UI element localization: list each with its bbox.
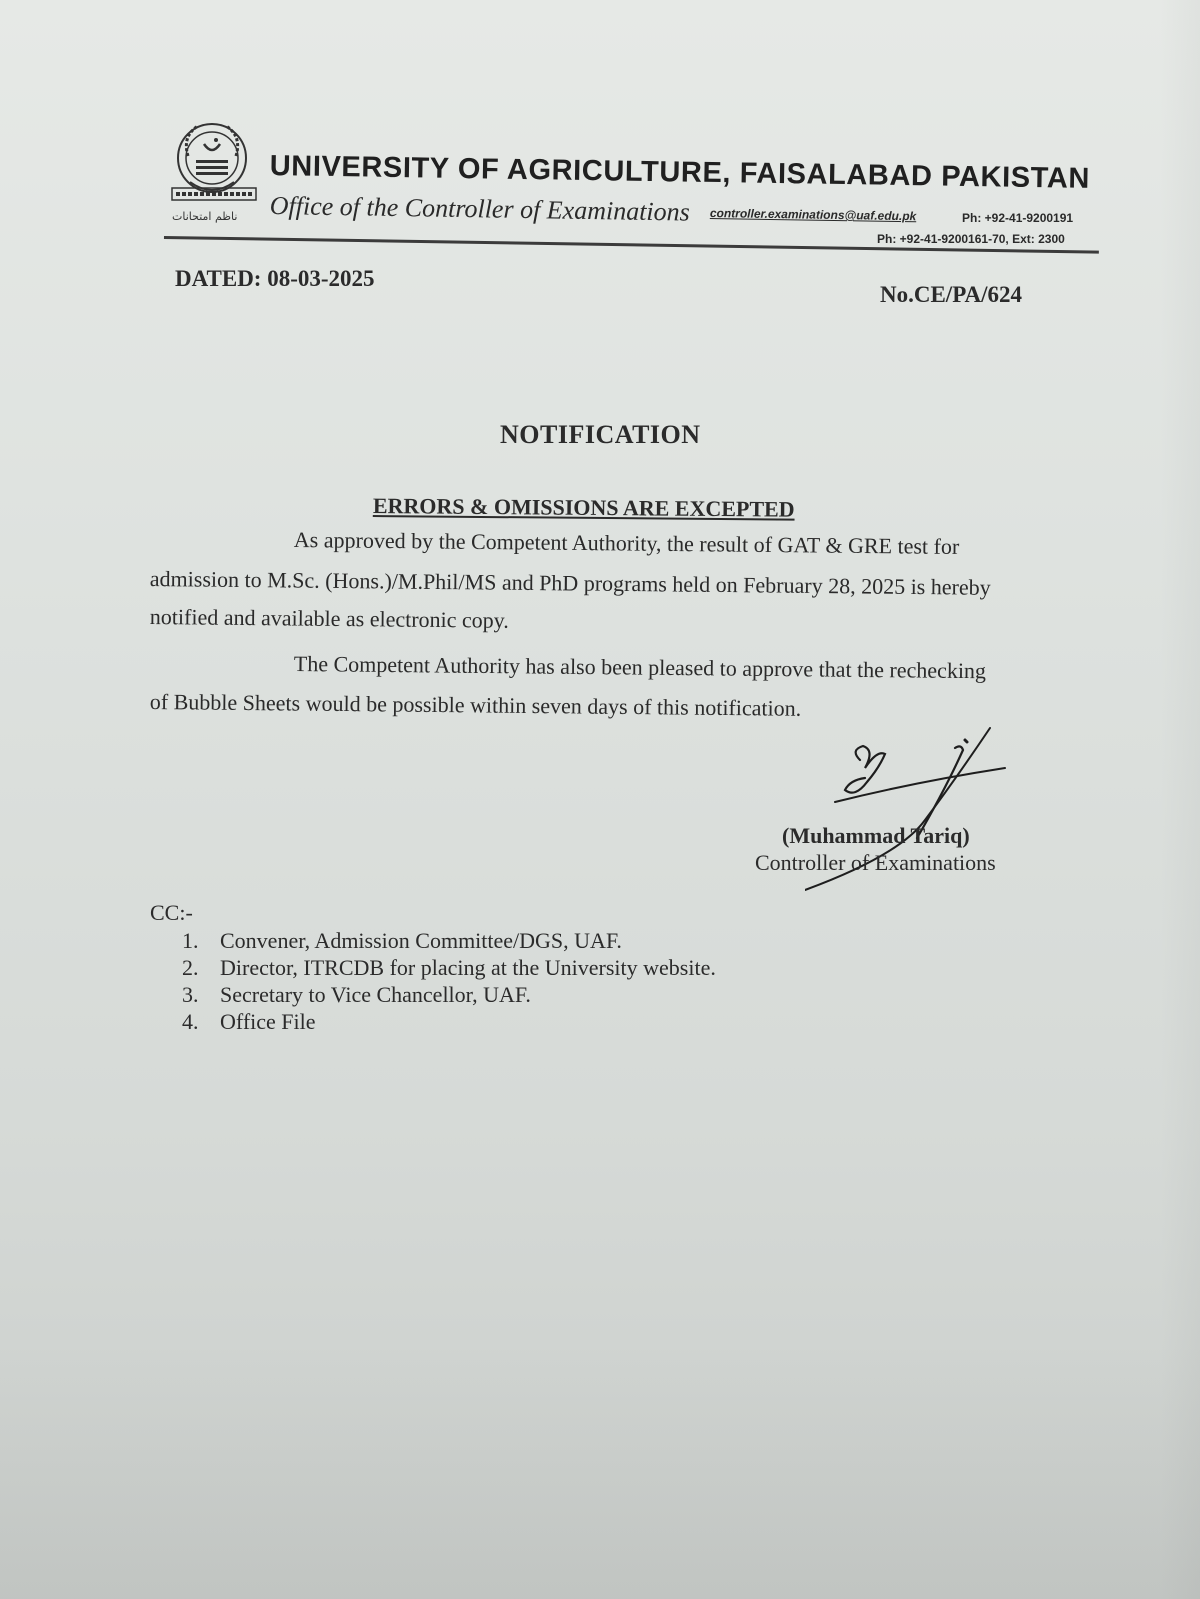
reference-number: No.CE/PA/624 (880, 282, 1023, 307)
signatory-title: Controller of Examinations (755, 850, 996, 875)
paragraph-1-line-2: admission to M.Sc. (Hons.)/M.Phil/MS and PhD programs held on February 28, 2025 is hereby (149, 566, 991, 600)
cc-item (182, 982, 716, 1009)
paragraph-2-line-1: The Competent Authority has also been pleased to approve that the rechecking (293, 651, 987, 684)
cc-item-number: 2. (182, 955, 199, 980)
cc-list (182, 928, 716, 1036)
cc-item-number: 1. (182, 928, 199, 953)
cc-item (182, 955, 716, 982)
office-phone-2: Ph: +92-41-9200161-70, Ext: 2300 (877, 232, 1065, 246)
cc-item (182, 928, 716, 955)
office-phone-1: Ph: +92-41-9200191 (962, 211, 1074, 225)
cc-item-number: 4. (182, 1009, 199, 1034)
document-date: DATED: 08-03-2025 (175, 266, 375, 291)
notification-title: NOTIFICATION (500, 420, 701, 449)
paragraph-1-line-1: As approved by the Competent Authority, the result of GAT & GRE test for (293, 527, 960, 559)
cc-item-text: Director, ITRCDB for placing at the University website. (220, 955, 716, 980)
seal-caption: ناظم امتحانات (172, 210, 238, 223)
paper-shadow (0, 1339, 1200, 1599)
cc-label: CC:- (150, 900, 193, 925)
signatory-name: (Muhammad Tariq) (782, 823, 970, 848)
office-email: controller.examinations@uaf.edu.pk (709, 206, 917, 224)
paragraph-1-line-3: notified and available as electronic copy. (149, 604, 509, 633)
paper-edge-shadow (1160, 0, 1200, 1599)
cc-item-text: Convener, Admission Committee/DGS, UAF. (220, 928, 622, 953)
cc-item-text: Office File (220, 1009, 316, 1034)
cc-item (182, 1009, 716, 1036)
cc-item-number: 3. (182, 982, 199, 1007)
cc-item-text: Secretary to Vice Chancellor, UAF. (220, 982, 531, 1007)
paragraph-2-line-2: of Bubble Sheets would be possible within seven days of this notification. (149, 689, 802, 721)
office-name: Office of the Controller of Examinations (269, 191, 691, 227)
errors-omissions-heading: ERRORS & OMISSIONS ARE EXCEPTED (372, 493, 795, 522)
university-name: UNIVERSITY OF AGRICULTURE, FAISALABAD PAKISTAN (269, 150, 1091, 195)
